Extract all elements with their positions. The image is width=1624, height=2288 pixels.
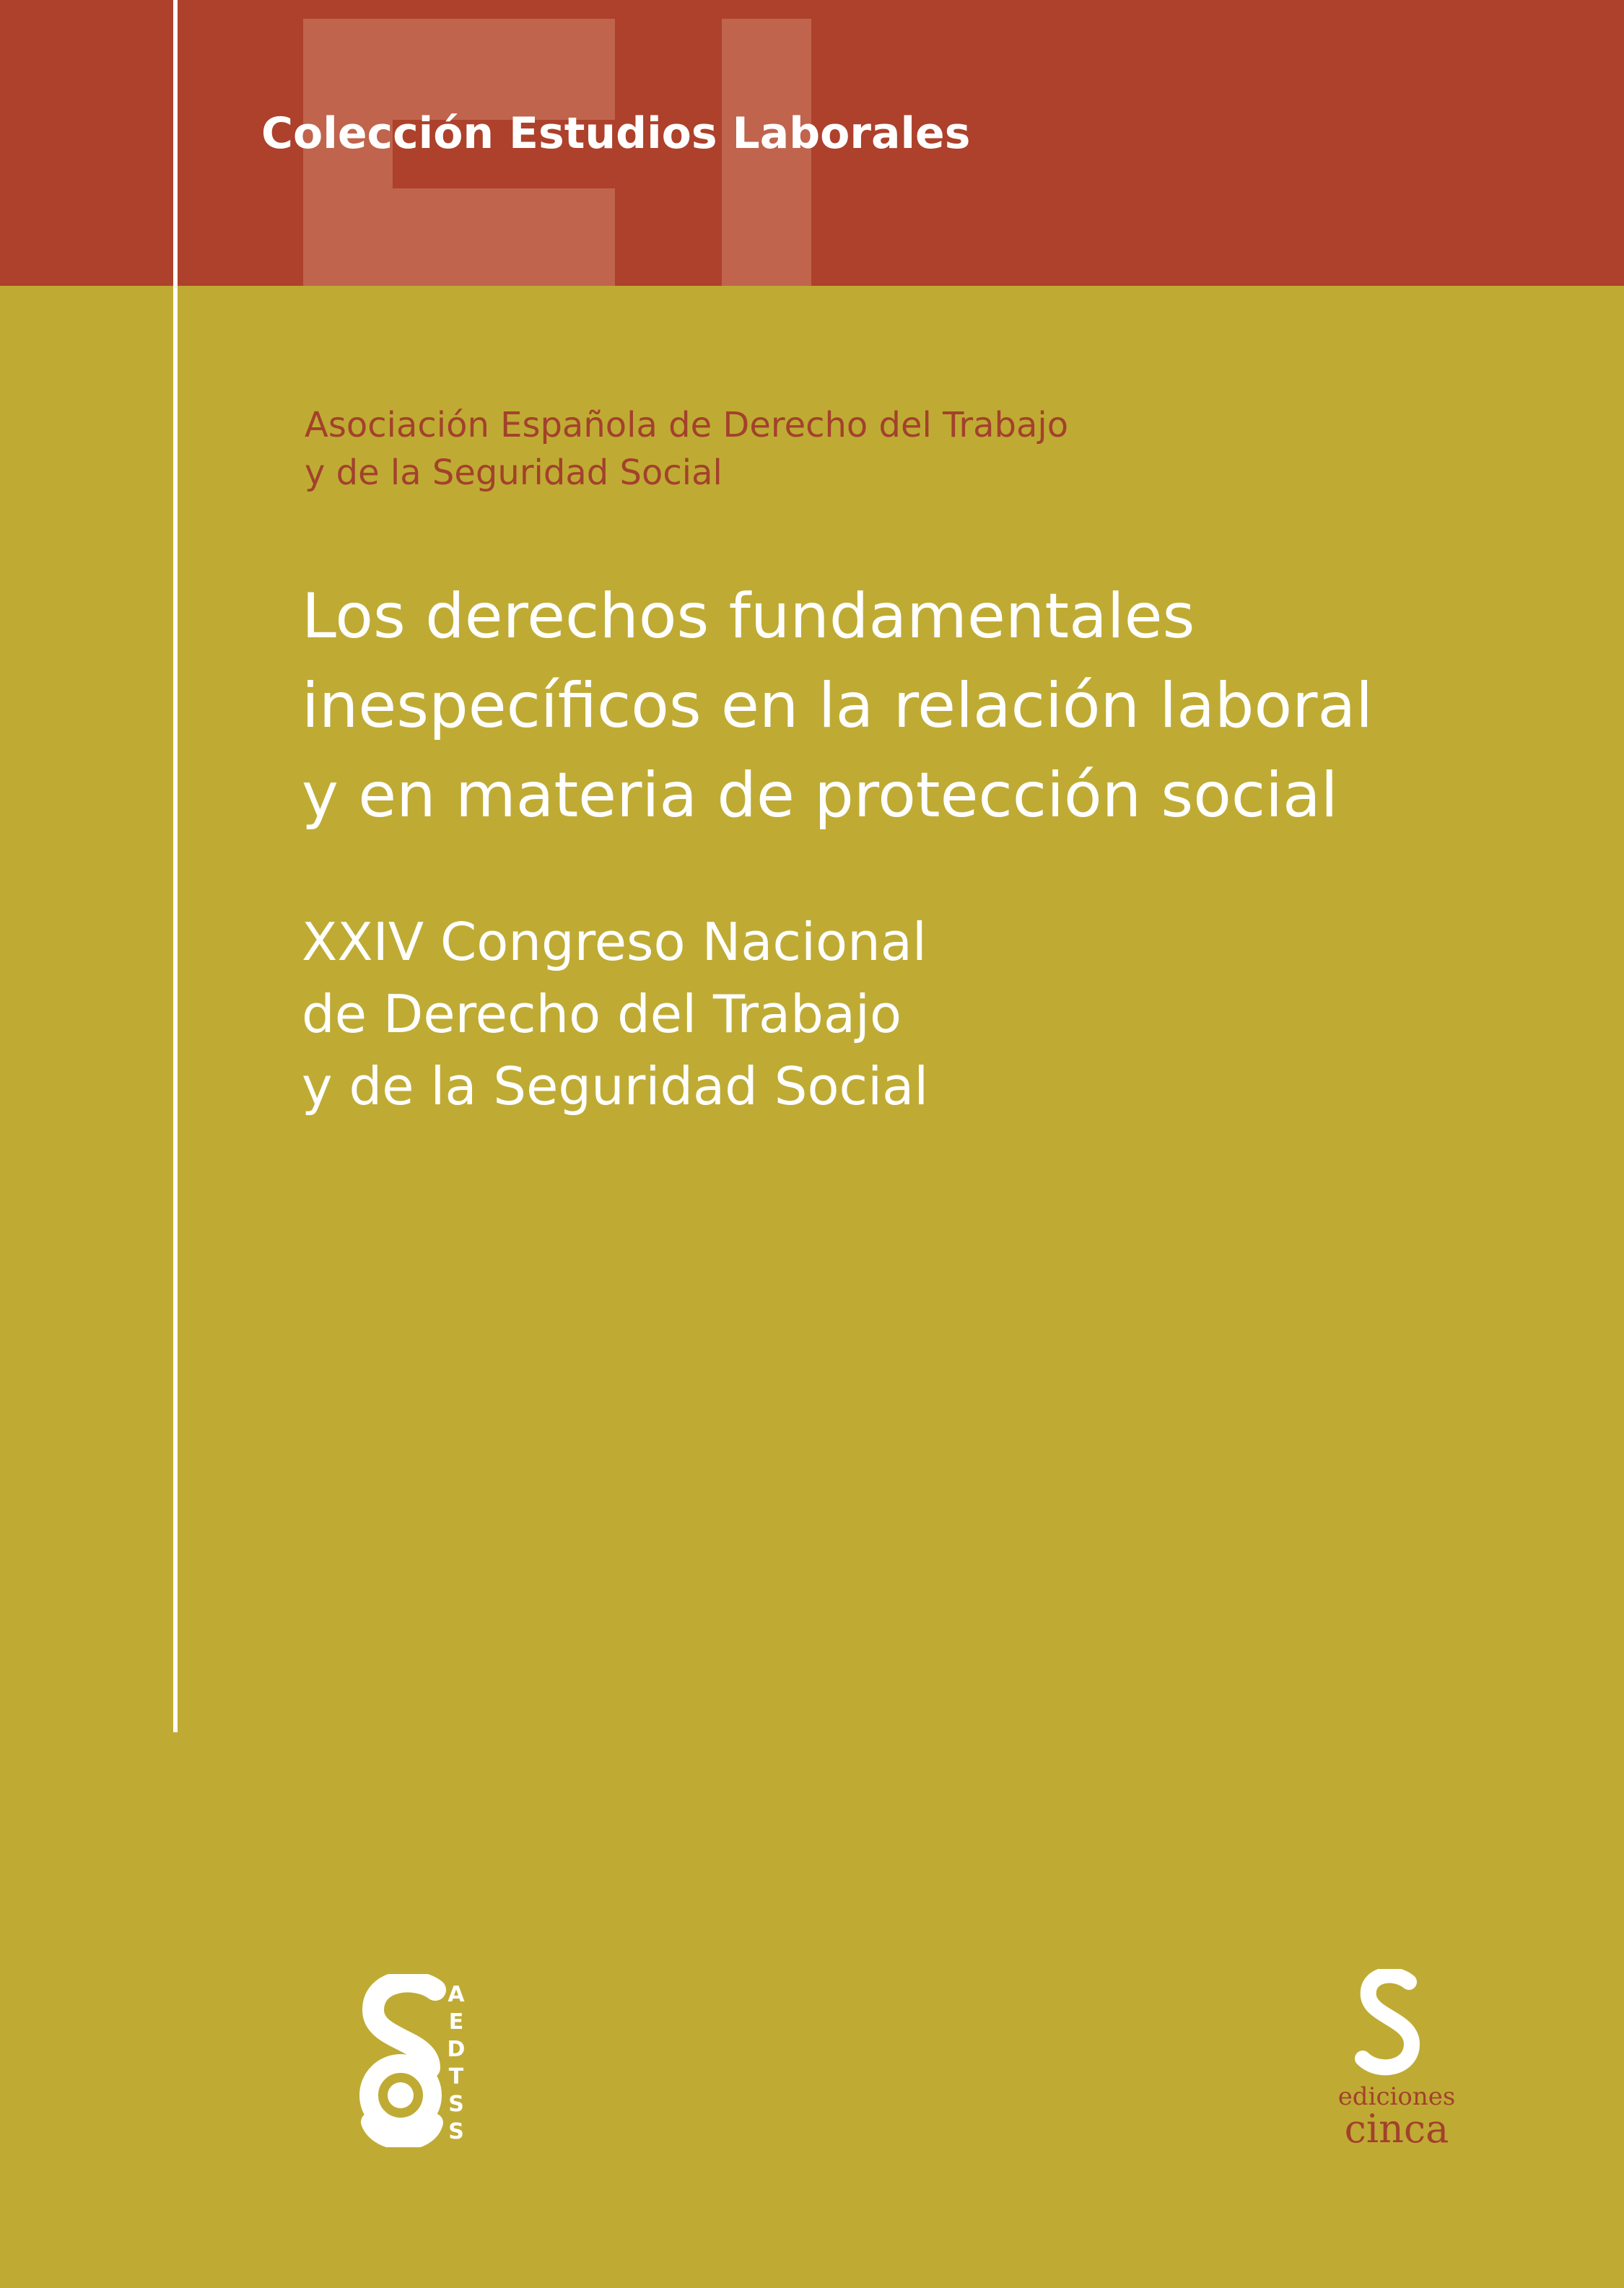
top-color-band (0, 0, 1624, 286)
book-subtitle (302, 906, 928, 1122)
title-line: y en materia de protección social (302, 759, 1338, 831)
subtitle-line: XXIV Congreso Nacional (302, 912, 927, 972)
aedtss-letter: S (448, 2119, 464, 2144)
aedtss-letter: T (448, 2064, 464, 2090)
aedtss-letter: S (448, 2092, 464, 2117)
publisher-line-2: cinca (1344, 2106, 1449, 2152)
aedtss-letter: D (447, 2037, 466, 2062)
publisher-line-1: ediciones (1337, 2082, 1456, 2111)
book-title (302, 572, 1373, 840)
title-line: inespecíficos en la relación laboral (302, 670, 1374, 742)
vertical-rule (173, 0, 178, 1732)
aedtss-letter: E (448, 2009, 464, 2035)
association-name (305, 401, 1068, 497)
aedtss-acronym (443, 1981, 469, 2146)
association-line: y de la Seguridad Social (305, 453, 722, 493)
subtitle-line: de Derecho del Trabajo (302, 984, 902, 1044)
publisher-s-icon (1350, 1969, 1429, 2077)
subtitle-line: y de la Seguridad Social (302, 1056, 929, 1117)
aedtss-letter: A (448, 1982, 465, 2007)
series-title: Colección Estudios Laborales (261, 108, 971, 159)
association-line: Asociación Española de Derecho del Trabajo (305, 405, 1069, 445)
title-line: Los derechos fundamentales (302, 580, 1195, 652)
